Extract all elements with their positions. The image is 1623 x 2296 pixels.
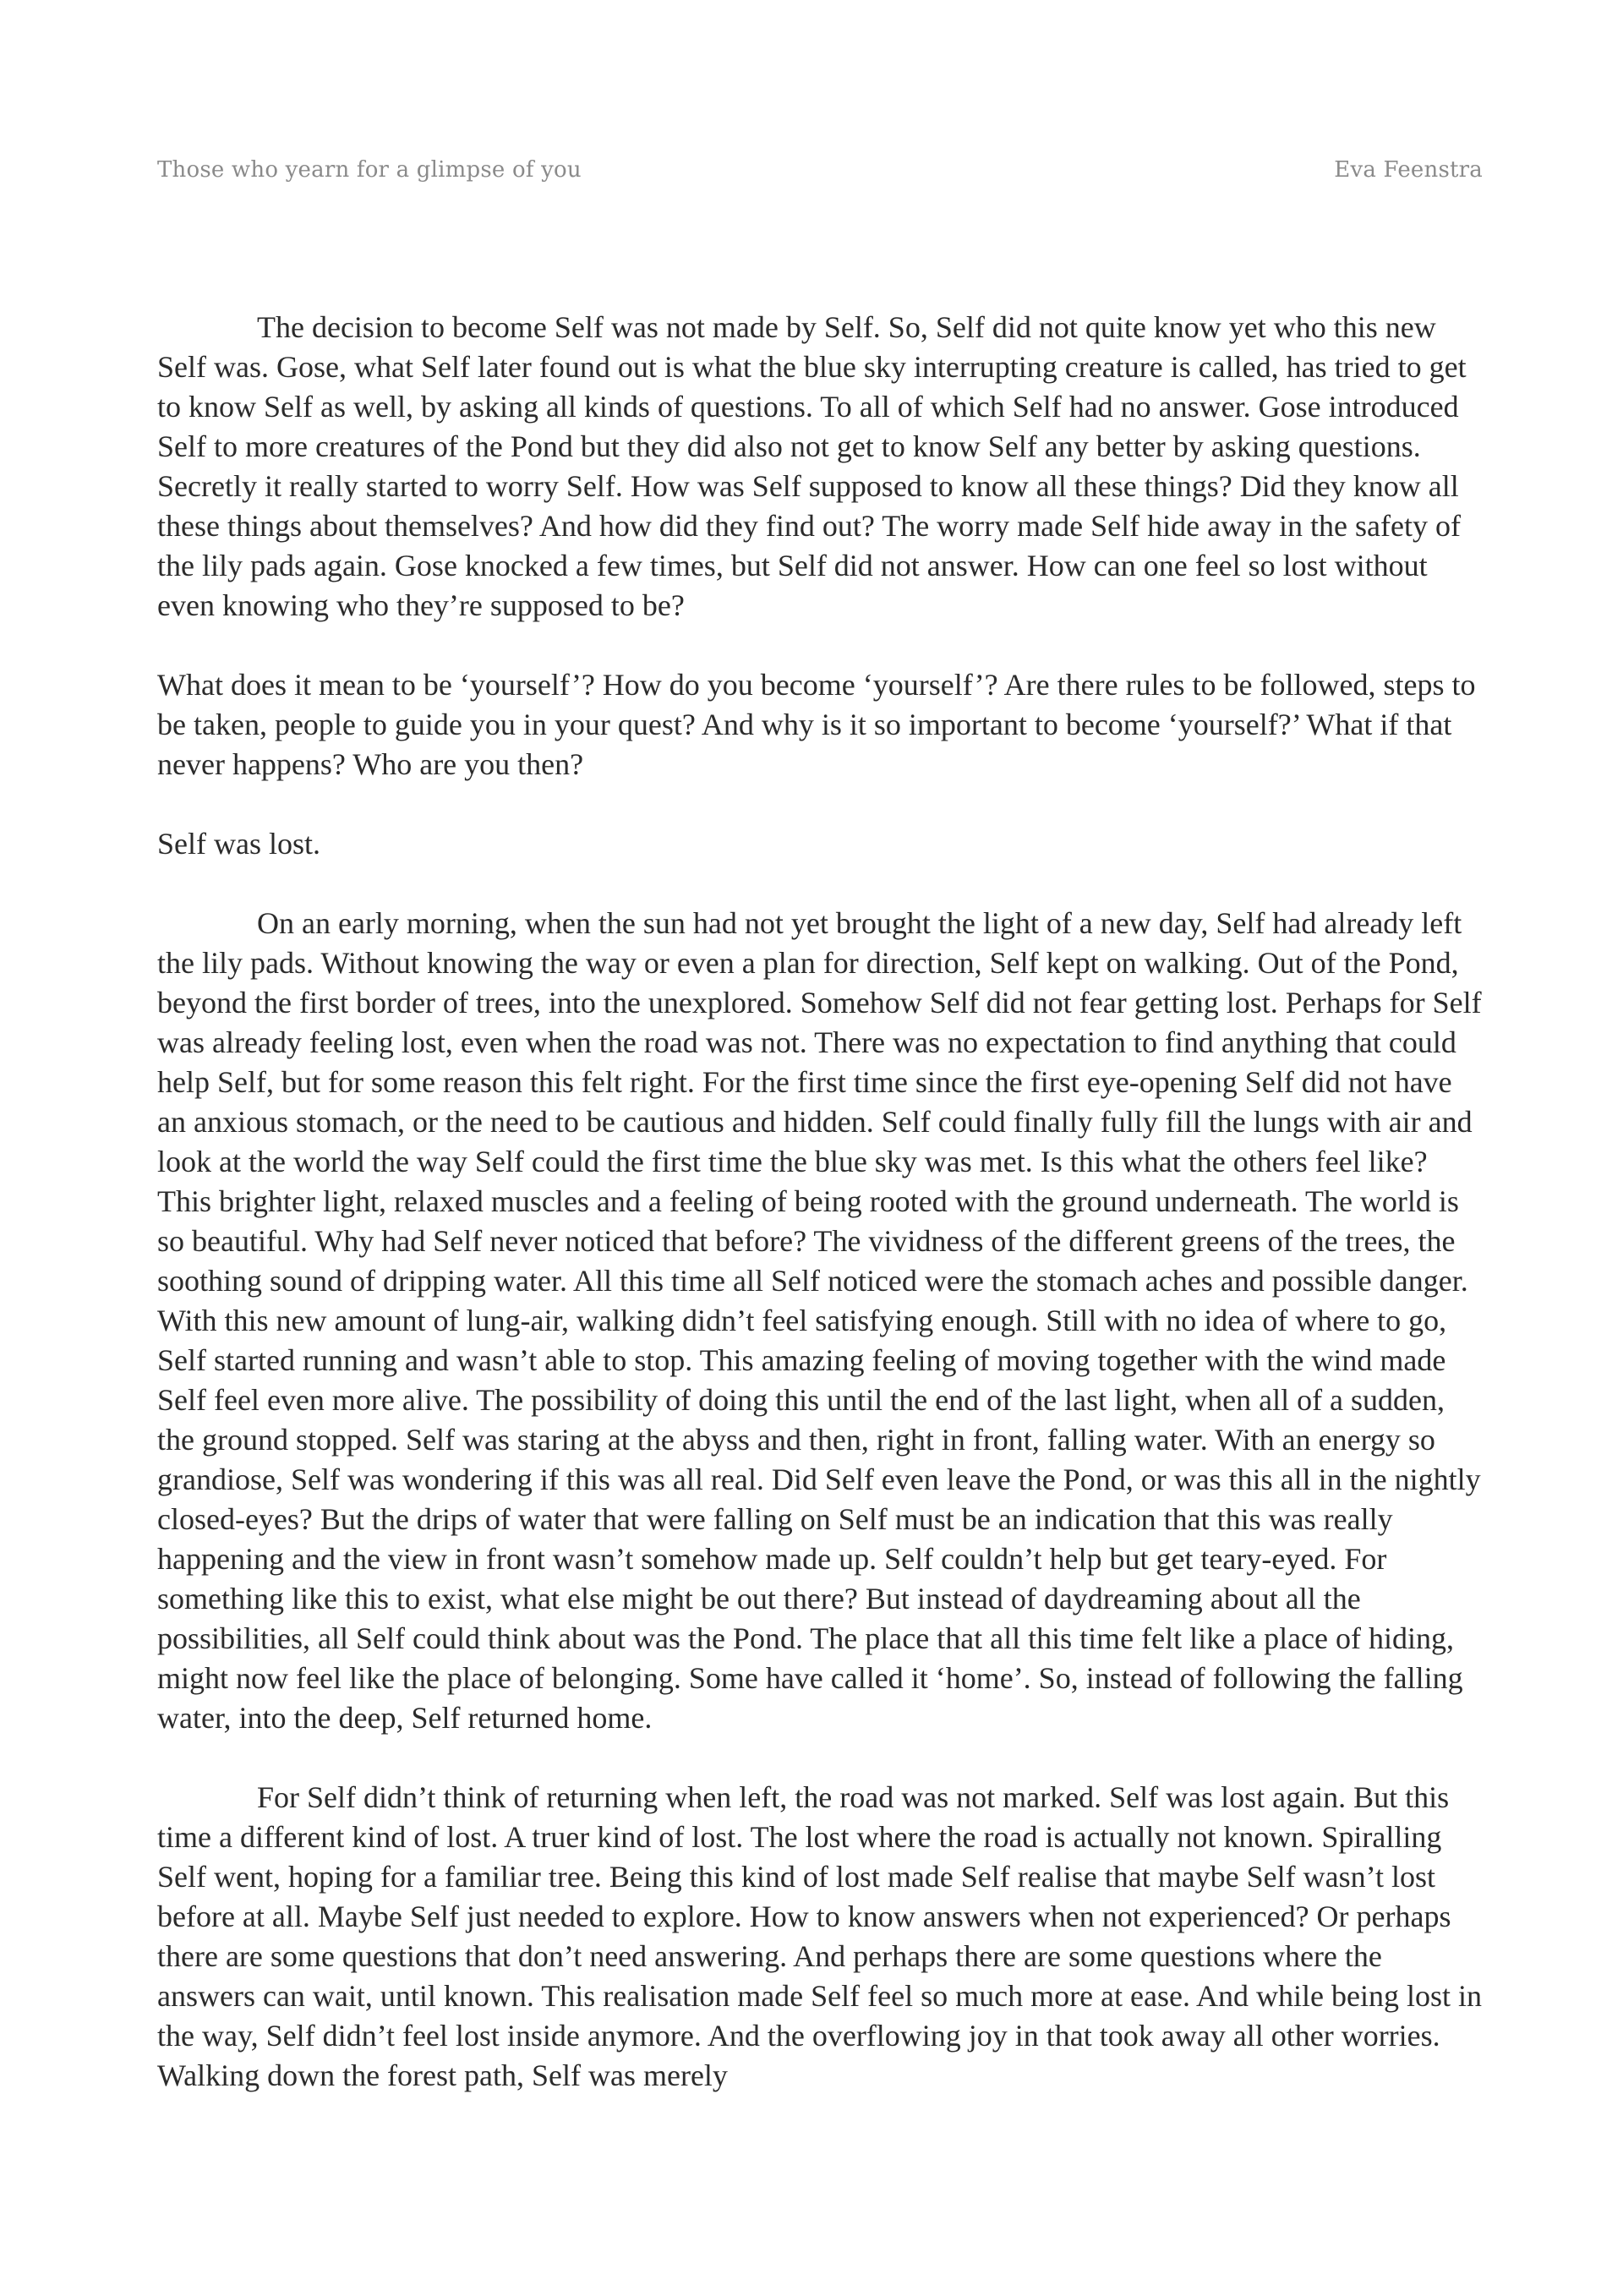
header-title: Those who yearn for a glimpse of you [157, 157, 582, 183]
paragraph-3: Self was lost. [157, 827, 320, 861]
running-header [157, 157, 1483, 183]
paragraph-2: What does it mean to be ‘yourself’? How do you become ‘yourself’? Are there rules to be followed, steps to be taken, people to guide you in your quest? And why is it so important to become ‘yourself?’ What if that never happens? Who are you then? [157, 668, 1476, 781]
body-text [157, 308, 1483, 2096]
paragraph-4: On an early morning, when the sun had not yet brought the light of a new day, Self had already left the lily pads. Without knowing the way or even a plan for direction, Self kept on walking. Out of the Pond, beyond the first border of trees, into the unexplored. Somehow Self did not fear getting lost. Perhaps for Self was already feeling lost, even when the road was not. There was no expectation to find anything that could help Self, but for some reason this felt right. For the first time since the first eye-opening Self did not have an anxious stomach, or the need to be cautious and hidden. Self could finally fully fill the lungs with air and look at the world the way Self could the first time the blue sky was met. Is this what the others feel like? This brighter light, relaxed muscles and a feeling of being rooted with the ground underneath. The world is so beautiful. Why had Self never noticed that before? The vividness of the different greens of the trees, the soothing sound of dripping water. All this time all Self noticed were the stomach aches and possible danger. With this new amount of lung-air, walking didn’t feel satisfying enough. Still with no idea of where to go, Self started running and wasn’t able to stop. This amazing feeling of moving together with the wind made Self feel even more alive. The possibility of doing this until the end of the last light, when all of a sudden, the ground stopped. Self was staring at the abyss and then, right in front, falling water. With an energy so grandiose, Self was wondering if this was all real. Did Self even leave the Pond, or was this all in the nightly closed-eyes? But the drips of water that were falling on Self must be an indication that this was really happening and the view in front wasn’t somehow made up. Self couldn’t help but get teary-eyed. For something like this to exist, what else might be out there? But instead of daydreaming about all the possibilities, all Self could think about was the Pond. The place that all this time felt like a place of hiding, might now feel like the place of belonging. Some have called it ‘home’. So, instead of following the falling water, into the deep, Self returned home. [157, 906, 1482, 1735]
paragraph-1: The decision to become Self was not made by Self. So, Self did not quite know yet who this new Self was. Gose, what Self later found out is what the blue sky interrupting creature is called, has tried to get to know Self as well, by asking all kinds of questions. To all of which Self had no answer. Gose introduced Self to more creatures of the Pond but they did also not get to know Self any better by asking questions. Secretly it really started to worry Self. How was Self supposed to know all these things? Did they know all these things about themselves? And how did they find out? The worry made Self hide away in the safety of the lily pads again. Gose knocked a few times, but Self did not answer. How can one feel so lost without even knowing who they’re supposed to be? [157, 310, 1467, 622]
header-author: Eva Feenstra [1334, 157, 1483, 183]
paragraph-5: For Self didn’t think of returning when left, the road was not marked. Self was lost again. But this time a different kind of lost. A truer kind of lost. The lost where the road is actually not known. Spiralling Self went, hoping for a familiar tree. Being this kind of lost made Self realise that maybe Self wasn’t lost before at all. Maybe Self just needed to explore. How to know answers when not experienced? Or perhaps there are some questions that don’t need answering. And perhaps there are some questions where the answers can wait, until known. This realisation made Self feel so much more at ease. And while being lost in the way, Self didn’t feel lost inside anymore. And the overflowing joy in that took away all other worries. Walking down the forest path, Self was merely [157, 1780, 1482, 2092]
